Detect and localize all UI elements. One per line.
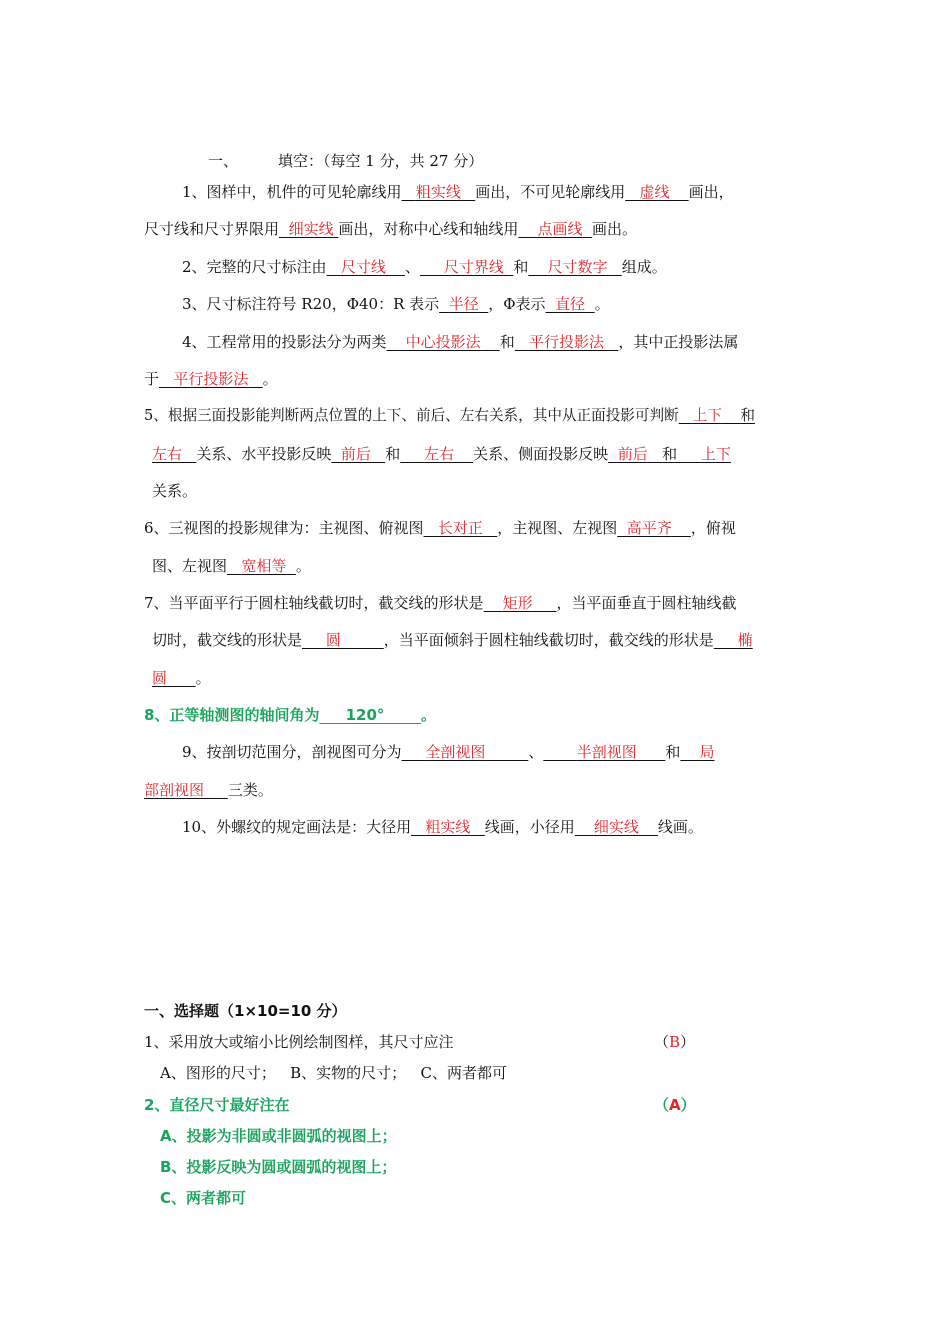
fill-q5-line1 <box>144 405 755 427</box>
q2-text: 2、完整的尺寸标注由 <box>182 258 327 276</box>
q6-text-4: 图、左视图 <box>152 557 228 575</box>
q9-blank-2 <box>543 743 665 761</box>
q4-text-5: 。 <box>262 370 278 388</box>
q2-blank-2 <box>420 258 513 276</box>
choice-q1-answer-letter: B <box>669 1033 681 1051</box>
q8-blank-1 <box>319 706 421 724</box>
q5-blank-4 <box>400 445 473 463</box>
q9-answer-3b: 部剖视图 <box>144 781 205 799</box>
q1-answer-3: 细实线 <box>288 220 334 238</box>
q2-blank-3 <box>528 258 621 276</box>
q4-text: 4、工程常用的投影法分为两类 <box>182 333 387 351</box>
q1-text: 1、图样中，机件的可见轮廓线用 <box>182 183 402 201</box>
q6-text-3: ，俯视 <box>690 519 736 537</box>
q2-blank-1 <box>327 258 405 276</box>
fill-heading-number: 一、 <box>208 152 239 170</box>
q3-answer-2: 直径 <box>555 295 586 313</box>
choice-q2-option-a: A、投影为非圆或非圆弧的视图上； <box>160 1127 397 1145</box>
q6-answer-3: 宽相等 <box>241 557 287 575</box>
q7-answer-3b: 圆 <box>152 669 168 687</box>
q9-text-4: 三类。 <box>227 781 273 799</box>
q6-blank-3 <box>227 557 296 575</box>
q10-blank-2 <box>575 818 658 836</box>
q7-text-4: ，当平面倾斜于圆柱轴线截切时，截交线的形状是 <box>383 631 714 649</box>
q5-answer-6: 上下 <box>700 445 731 463</box>
q6-answer-1: 长对正 <box>437 519 483 537</box>
fill-q5-line3 <box>152 480 197 502</box>
fill-q7-line1 <box>144 592 737 614</box>
q9-answer-1: 全剖视图 <box>425 743 486 761</box>
q2-answer-1: 尺寸线 <box>340 258 386 276</box>
q5-text-4: 和 <box>385 445 401 463</box>
fill-q6-line1 <box>144 517 736 539</box>
q7-blank-3b <box>152 669 196 687</box>
q10-answer-2: 细实线 <box>593 818 639 836</box>
q9-text-3: 和 <box>665 743 681 761</box>
q7-blank-3a <box>714 631 753 649</box>
q3-blank-2 <box>546 295 595 313</box>
choice-q1-paren-close: ） <box>680 1033 696 1051</box>
q4-answer-1: 中心投影法 <box>405 333 481 351</box>
q3-text: 3、尺寸标注符号 R20，Φ40：R 表示 <box>182 295 440 313</box>
choice-q2-answer <box>654 1094 696 1116</box>
fill-q5-line2 <box>152 443 731 465</box>
q10-text-2: 线画，小径用 <box>484 818 575 836</box>
q5-text-3: 关系、水平投影反映 <box>196 445 332 463</box>
q4-blank-1 <box>387 333 500 351</box>
q4-text-4: 于 <box>144 370 160 388</box>
q6-answer-2: 高平齐 <box>626 519 672 537</box>
q1-text-4: 尺寸线和尺寸界限用 <box>144 220 280 238</box>
q9-answer-3a: 局 <box>699 743 715 761</box>
q8-answer-1: 120° <box>345 706 385 724</box>
q1-answer-2: 虚线 <box>639 183 670 201</box>
q5-answer-5: 前后 <box>617 445 648 463</box>
choice-q1-text: 1、采用放大或缩小比例绘制图样，其尺寸应注 <box>144 1033 454 1051</box>
q7-text-2: ，当平面垂直于圆柱轴线截 <box>556 594 737 612</box>
q2-text-2: 、 <box>404 258 420 276</box>
q1-text-3: 画出， <box>688 183 734 201</box>
q9-blank-3b <box>144 781 228 799</box>
q1-text-5: 画出，对称中心线和轴线用 <box>338 220 519 238</box>
q1-answer-1: 粗实线 <box>415 183 461 201</box>
q1-blank-3 <box>279 220 338 238</box>
q10-blank-1 <box>411 818 485 836</box>
q5-text-7: 关系。 <box>152 482 198 500</box>
fill-q7-line3 <box>152 667 211 689</box>
q5-text-6: 和 <box>662 445 678 463</box>
q7-blank-1 <box>484 594 557 612</box>
q9-blank-1 <box>402 743 529 761</box>
choice-q1-paren-open: （ <box>654 1033 670 1051</box>
q6-text-2: ，主视图、左视图 <box>497 519 618 537</box>
q1-text-6: 画出。 <box>592 220 638 238</box>
q1-blank-4 <box>518 220 592 238</box>
q9-text: 9、按剖切范围分，剖视图可分为 <box>182 743 402 761</box>
choice-q2-option-b: B、投影反映为圆或圆弧的视图上； <box>160 1158 397 1176</box>
q10-text-3: 线画。 <box>657 818 703 836</box>
q6-text: 6、三视图的投影规律为：主视图、俯视图 <box>144 519 424 537</box>
q5-blank-2 <box>152 445 196 463</box>
fill-q2 <box>182 256 667 278</box>
q5-text-2: 和 <box>740 407 755 424</box>
fill-heading-text: 填空：（每空 1 分，共 27 分） <box>278 152 484 170</box>
q4-text-3: ，其中正投影法属 <box>618 333 739 351</box>
q5-text: 5、根据三面投影能判断两点位置的上下、前后、左右关系，其中从正面投影可判断 <box>144 407 679 424</box>
q2-text-4: 组成。 <box>621 258 667 276</box>
q9-text-2: 、 <box>528 743 544 761</box>
fill-q3 <box>182 293 610 315</box>
q5-answer-3: 前后 <box>340 445 371 463</box>
q2-answer-2: 尺寸界线 <box>443 258 504 276</box>
fill-q9-line1 <box>182 741 714 763</box>
choice-q2-text: 2、直径尺寸最好注在 <box>144 1096 290 1114</box>
q7-text: 7、当平面平行于圆柱轴线截切时，截交线的形状是 <box>144 594 484 612</box>
fill-q1-line2 <box>144 218 637 240</box>
q1-text-2: 画出，不可见轮廓线用 <box>475 183 626 201</box>
fill-q8 <box>144 704 436 726</box>
fill-q10 <box>182 816 703 838</box>
q7-answer-1: 矩形 <box>502 594 533 612</box>
fill-heading <box>208 150 483 172</box>
q1-answer-4: 点画线 <box>537 220 583 238</box>
q4-blank-3 <box>159 370 263 388</box>
q6-blank-2 <box>617 519 691 537</box>
q3-text-3: 。 <box>594 295 610 313</box>
q2-answer-3: 尺寸数字 <box>547 258 608 276</box>
q8-text: 8、正等轴测图的轴间角为 <box>144 706 320 724</box>
choice-q1-answer <box>654 1031 695 1053</box>
fill-q4-line2 <box>144 368 278 390</box>
fill-q4-line1 <box>182 331 738 353</box>
q4-answer-3: 平行投影法 <box>173 370 249 388</box>
fill-q7-line2 <box>152 629 753 651</box>
q4-blank-2 <box>515 333 619 351</box>
choice-q2-option-c: C、两者都可 <box>160 1189 247 1207</box>
q7-text-3: 切时，截交线的形状是 <box>152 631 303 649</box>
q6-text-5: 。 <box>295 557 311 575</box>
q3-text-2: ，Φ表示 <box>488 295 546 313</box>
q4-answer-2: 平行投影法 <box>529 333 605 351</box>
choice-q2-paren-close: ） <box>680 1096 696 1114</box>
choice-q1 <box>144 1031 454 1053</box>
q7-answer-3a: 椭 <box>737 631 753 649</box>
q4-text-2: 和 <box>499 333 515 351</box>
q9-blank-3a <box>680 743 714 761</box>
q5-answer-1: 上下 <box>692 407 722 424</box>
q9-answer-2: 半剖视图 <box>576 743 637 761</box>
q10-answer-1: 粗实线 <box>425 818 471 836</box>
q5-blank-3 <box>331 445 385 463</box>
q5-answer-4: 左右 <box>424 445 455 463</box>
q2-text-3: 和 <box>513 258 529 276</box>
fill-q9-line2 <box>144 779 273 801</box>
q5-text-5: 关系、侧面投影反映 <box>473 445 609 463</box>
choice-q2-paren-open: （ <box>654 1096 670 1114</box>
q6-blank-1 <box>424 519 498 537</box>
q3-answer-1: 半径 <box>448 295 479 313</box>
q7-blank-2 <box>302 631 384 649</box>
q10-text: 10、外螺纹的规定画法是：大径用 <box>182 818 412 836</box>
q8-text-2: 。 <box>420 706 436 724</box>
q1-blank-2 <box>625 183 688 201</box>
q5-blank-5 <box>608 445 731 463</box>
choice-heading: 一、选择题（1×10=10 分） <box>144 1002 347 1020</box>
q5-blank-1 <box>679 407 755 424</box>
choice-q1-options: A、图形的尺寸； B、实物的尺寸； C、两者都可 <box>160 1064 507 1082</box>
q5-answer-2: 左右 <box>152 445 183 463</box>
q7-answer-2: 圆 <box>325 631 341 649</box>
fill-q1-line1 <box>182 181 734 203</box>
choice-q2 <box>144 1094 289 1116</box>
q1-blank-1 <box>402 183 476 201</box>
q3-blank-1 <box>439 295 488 313</box>
choice-q2-answer-letter: A <box>669 1096 681 1114</box>
q7-text-5: 。 <box>195 669 211 687</box>
fill-q6-line2 <box>152 555 311 577</box>
